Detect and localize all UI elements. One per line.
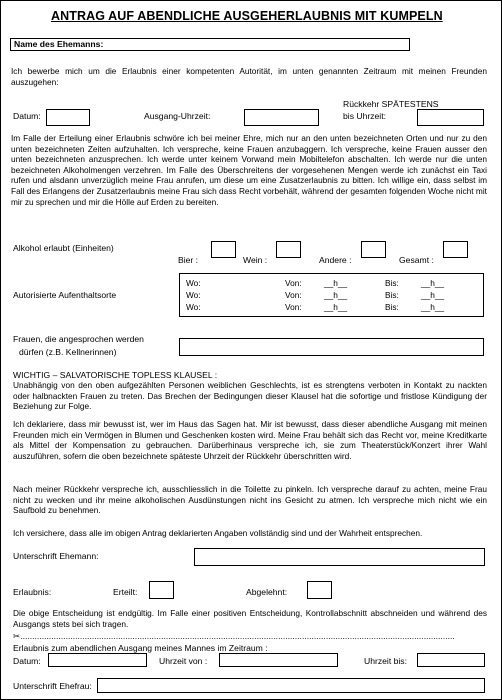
permit-date-label: Datum: <box>13 656 41 666</box>
place-where-label: Wo: <box>186 290 201 300</box>
women-label-line1: Frauen, die angesprochen werden <box>13 334 144 344</box>
total-label: Gesamt : <box>399 255 434 265</box>
place-from-value: __h__ <box>324 290 348 300</box>
outgoing-time-field[interactable] <box>244 109 319 126</box>
cut-line: ✂...................................................................................................................................................................................... <box>13 631 455 641</box>
denied-label: Abgelehnt: <box>246 587 288 597</box>
wine-field[interactable] <box>276 241 301 258</box>
husband-name-field[interactable] <box>10 38 410 51</box>
pledge-text: Im Falle der Erteilung einer Erlaubnis schwöre ich bei meiner Ehre, mich nur an den unten bezeichneten Orten und nur zu den unten bezeichneten Zeiten aufzuhalten. Ich verspreche, keine Frauen anzubaggern. Ich verspreche, keine Frauen ausser den unten bezeichneten anzusprechen. Ich werde unter keinem Vorwand mein Mobiltelefon abschalten. Ich werde nur die unten bezeichneten Alkoholmengen verzehren. Im Falle des Überschreitens der vorgesehenen Mengen werde ich zunächst ein Taxi rufen und alsdann unverzüglich meine Frau anrufen, um diese um eine Zusatzerlaubnis zu bitten. Ich willige ein, dass selbst im Fall des Erlangens der Zusatzerlaubnis meine Frau sich dass Recht vorbehält, während der gesamten folgenden Woche nicht mit mir zu sprechen und mir die Hölle auf Erden zu bereiten. <box>11 133 487 207</box>
place-from-value: __h__ <box>324 278 348 288</box>
place-where-label: Wo: <box>186 278 201 288</box>
permit-from-field[interactable] <box>219 653 338 667</box>
clause-title: WICHTIG – SALVATORISCHE TOPLESS KLAUSEL : <box>13 370 218 380</box>
date-field[interactable] <box>46 109 90 126</box>
husband-signature-label: Unterschrift Ehemann: <box>13 551 99 561</box>
wine-label: Wein : <box>243 255 268 265</box>
wife-signature-field[interactable] <box>97 678 485 693</box>
permit-from-label: Uhrzeit von : <box>159 656 208 666</box>
denied-checkbox[interactable] <box>307 581 332 599</box>
other-field[interactable] <box>361 241 386 258</box>
date-label: Datum: <box>13 111 41 121</box>
places-label: Autorisierte Aufenthaltsorte <box>13 290 117 300</box>
beer-label: Bier : <box>178 255 199 265</box>
granted-checkbox[interactable] <box>149 581 174 599</box>
women-label-line2: dürfen (z.B. Kellnerinnen) <box>19 347 117 357</box>
outgoing-time-label: Ausgang-Uhrzeit: <box>144 111 211 121</box>
place-to-value: __h__ <box>421 278 445 288</box>
assurance-text: Ich versichere, dass alle im obigen Antrag deklarierten Angaben vollständig sind und der Wahrheit entsprechen. <box>13 528 423 538</box>
total-field[interactable] <box>443 241 468 258</box>
intro-text: Ich bewerbe mich um die Erlaubnis einer kompetenten Autorität, im unten genannten Zeitraum mit meinen Freunden auszugehen: <box>11 66 487 87</box>
granted-label: Erteilt: <box>113 587 138 597</box>
return-promise-text: Nach meiner Rückkehr verspreche ich, ausschliesslich in die Toilette zu pinkeln. Ich verspreche darauf zu achten, meine Frau nicht zu wecken und ihr meine alkoholischen Ausdünstungen nicht ins Gesicht zu atmen. Ich verspreche mich nicht wie ein Saufbold zu benehmen. <box>13 484 487 516</box>
place-to-label: Bis: <box>385 278 399 288</box>
place-to-label: Bis: <box>385 302 399 312</box>
return-label-line2: bis Uhrzeit: <box>343 111 386 121</box>
return-label-line1: Rückkehr SPÄTESTENS <box>343 99 439 109</box>
place-from-value: __h__ <box>324 302 348 312</box>
women-field[interactable] <box>179 338 484 356</box>
permission-label: Erlaubnis: <box>13 587 52 597</box>
place-to-label: Bis: <box>385 290 399 300</box>
place-to-value: __h__ <box>421 302 445 312</box>
places-box[interactable] <box>179 273 484 317</box>
alcohol-label: Alkohol erlaubt (Einheiten) <box>13 243 114 253</box>
place-from-label: Von: <box>285 290 302 300</box>
permit-to-field[interactable] <box>417 653 485 667</box>
other-label: Andere : <box>319 255 352 265</box>
place-where-label: Wo: <box>186 302 201 312</box>
permit-title: Erlaubnis zum abendlichen Ausgang meines Mannes im Zeitraum : <box>13 643 268 653</box>
permit-date-field[interactable] <box>48 653 147 667</box>
return-time-field[interactable] <box>417 109 484 126</box>
permit-to-label: Uhrzeit bis: <box>364 656 407 666</box>
place-from-label: Von: <box>285 278 302 288</box>
wife-signature-label: Unterschrift Ehefrau: <box>13 681 92 691</box>
place-to-value: __h__ <box>421 290 445 300</box>
beer-field[interactable] <box>211 241 236 258</box>
place-from-label: Von: <box>285 302 302 312</box>
final-decision-text: Die obige Entscheidung ist endgültig. Im Falle einer positiven Entscheidung, Kontrollabschnitt abschneiden und während des Ausgangs stets bei sich tragen. <box>13 608 487 629</box>
form-title: ANTRAG AUF ABENDLICHE AUSGEHERLAUBNIS MIT KUMPELN <box>51 9 443 23</box>
declaration-text: Ich deklariere, dass mir bewusst ist, wer im Haus das Sagen hat. Mir ist bewusst, dass dieser abendliche Ausgang mit meinen Freunden mich ein Vermögen in Blumen und Geschenken kosten wird. Meine Frau behält sich das Recht vor, meine Kreditkarte als Mittel der Kompensation zu gebrauchen. Darüberhinaus verspreche ich, sie zum Theaterstück/Konzert ihrer Wahl auszuführen, sofern die oben bezeichnete späteste Uhrzeit der Rückkehr überschritten wird. <box>13 419 487 461</box>
clause-text: Unabhängig von den oben aufgezählten Personen weiblichen Geschlechts, ist es strengtens verboten in Kontakt zu nackten oder halbnackten Frauen zu treten. Das Brechen der Bedingungen dieser Klausel hat die sofortige und fristlose Kündigung der Beziehung zur Folge. <box>13 380 487 412</box>
husband-name-label: Name des Ehemanns: <box>14 39 104 49</box>
husband-signature-field[interactable] <box>194 548 485 566</box>
